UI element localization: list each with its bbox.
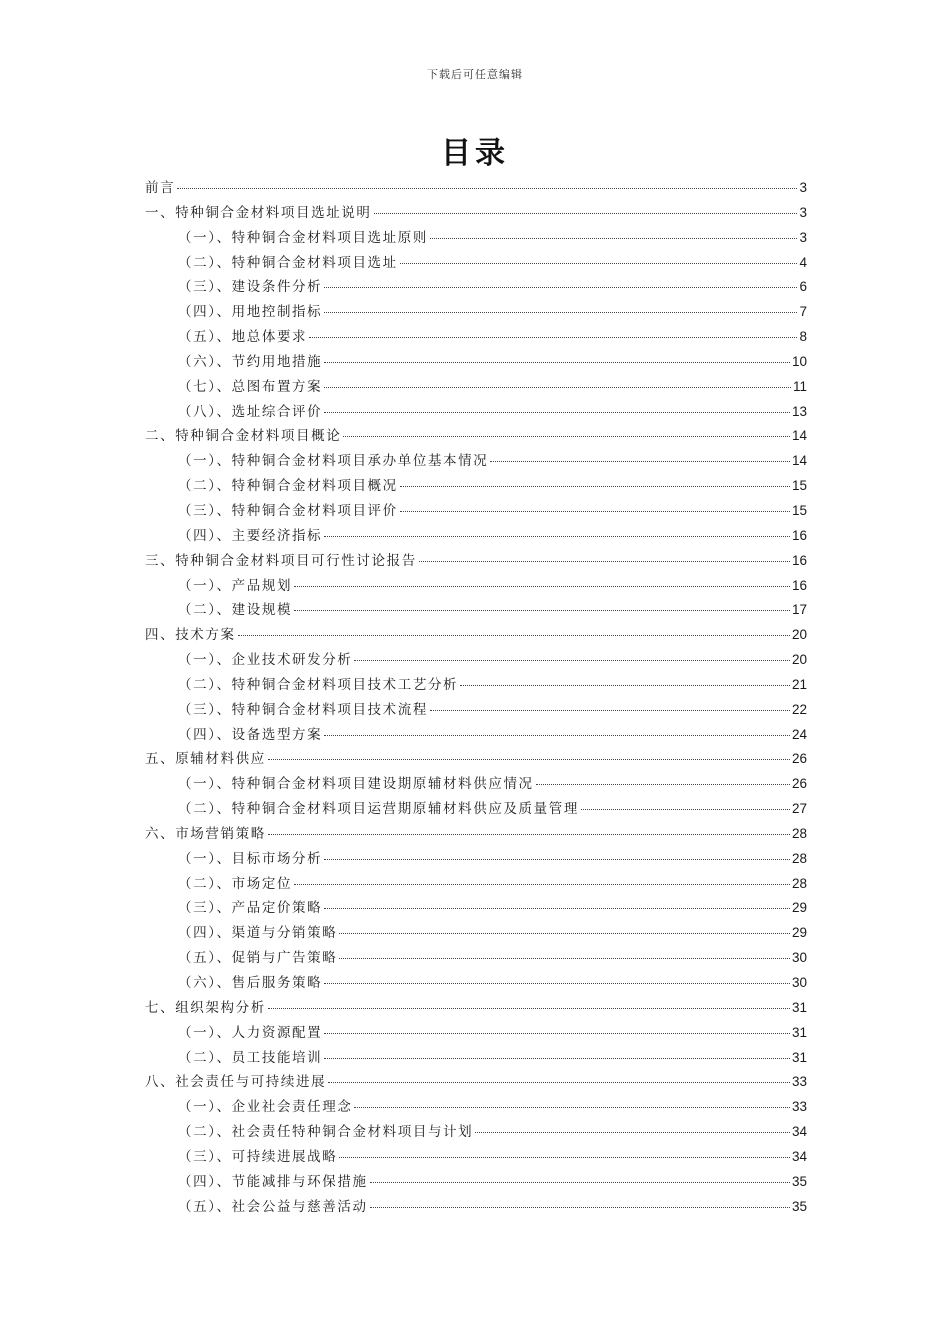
toc-entry-page-number: 31 — [791, 1049, 807, 1065]
toc-entry-page-number: 30 — [791, 975, 807, 990]
dot-leader — [324, 286, 797, 288]
toc-entry-label: （五）、促销与广告策略 — [178, 950, 338, 967]
dot-leader — [177, 187, 797, 189]
toc-entry-label: （二）、员工技能培训 — [178, 1049, 323, 1066]
toc-entry[interactable] — [145, 698, 807, 723]
toc-entry[interactable] — [145, 623, 807, 648]
dot-leader — [490, 460, 790, 462]
dot-leader — [370, 1206, 790, 1208]
toc-entry-label: （二）、市场定位 — [178, 875, 293, 892]
toc-entry[interactable] — [145, 872, 807, 897]
toc-entry[interactable] — [145, 1095, 807, 1120]
dot-leader — [419, 560, 790, 562]
toc-entry-page-number: 31 — [791, 1024, 807, 1040]
toc-entry-page-number: 28 — [791, 825, 807, 841]
header-note: 下载后可任意编辑 — [427, 68, 523, 81]
toc-entry-label: （五）、社会公益与慈善活动 — [178, 1198, 368, 1215]
dot-leader — [324, 311, 797, 313]
dot-leader — [354, 659, 790, 661]
toc-entry-page-number: 26 — [791, 751, 807, 767]
toc-entry-label: 五、原辅材料供应 — [145, 751, 266, 768]
dot-leader — [374, 212, 798, 214]
toc-entry-page-number: 4 — [799, 254, 807, 270]
toc-entry[interactable] — [145, 1145, 807, 1170]
toc-entry-page-number: 28 — [791, 850, 807, 866]
toc-entry-label: 八、社会责任与可持续进展 — [145, 1074, 327, 1091]
toc-entry[interactable] — [145, 797, 807, 822]
dot-leader — [238, 634, 790, 636]
toc-entry-page-number: 11 — [792, 378, 807, 394]
toc-entry-label: （二）、特种铜合金材料项目运营期原辅材料供应及质量管理 — [178, 801, 579, 818]
toc-entry-page-number: 24 — [791, 726, 807, 742]
dot-leader — [400, 510, 790, 512]
toc-entry-label: （四）、设备选型方案 — [178, 726, 323, 743]
toc-entry[interactable] — [145, 772, 807, 797]
toc-entry-label: （五）、地总体要求 — [178, 329, 308, 346]
dot-leader — [460, 684, 790, 686]
toc-entry-page-number: 3 — [799, 229, 807, 245]
toc-entry-page-number: 6 — [799, 279, 807, 295]
toc-entry-label: （三）、特种铜合金材料项目评价 — [178, 502, 398, 519]
toc-entry[interactable] — [145, 648, 807, 673]
toc-entry-page-number: 31 — [791, 999, 807, 1015]
dot-leader — [581, 808, 790, 810]
dot-leader — [475, 1131, 790, 1133]
toc-entry-page-number: 33 — [791, 1074, 807, 1090]
toc-entry-label: 四、技术方案 — [145, 627, 236, 644]
dot-leader — [324, 734, 790, 736]
toc-entry[interactable] — [145, 400, 807, 425]
toc-entry-label: （一）、目标市场分析 — [178, 850, 323, 867]
dot-leader — [430, 237, 798, 239]
toc-entry[interactable] — [145, 822, 807, 847]
toc-entry-page-number: 15 — [791, 502, 807, 518]
dot-leader — [400, 485, 790, 487]
dot-leader — [324, 1057, 790, 1059]
toc-entry[interactable] — [145, 300, 807, 325]
toc-entry[interactable] — [145, 251, 807, 276]
toc-entry[interactable] — [145, 1195, 807, 1220]
toc-entry-label: （四）、节能减排与环保措施 — [178, 1173, 368, 1190]
dot-leader — [268, 758, 790, 760]
toc-entry-page-number: 34 — [791, 1124, 807, 1140]
toc-entry[interactable] — [145, 226, 807, 251]
dot-leader — [430, 709, 790, 711]
toc-entry[interactable] — [145, 723, 807, 748]
toc-entry[interactable] — [145, 747, 807, 772]
toc-entry-page-number: 30 — [791, 950, 807, 966]
toc-entry-label: （一）、企业技术研发分析 — [178, 652, 353, 669]
toc-entry-label: （一）、产品规划 — [178, 577, 293, 594]
toc-entry-page-number: 29 — [791, 925, 807, 941]
toc-entry-page-number: 21 — [791, 676, 807, 692]
toc-entry-page-number: 20 — [791, 627, 807, 643]
dot-leader — [268, 1007, 790, 1009]
toc-entry-page-number: 16 — [791, 577, 807, 593]
toc-entry-page-number: 35 — [791, 1173, 807, 1189]
toc-entry-label: 六、市场营销策略 — [145, 825, 266, 842]
toc-entry[interactable] — [145, 449, 807, 474]
toc-entry-label: （二）、特种铜合金材料项目选址 — [178, 254, 398, 271]
dot-leader — [370, 1181, 790, 1183]
toc-entry[interactable] — [145, 375, 807, 400]
toc-entry-label: （一）、特种铜合金材料项目建设期原辅材料供应情况 — [178, 776, 534, 793]
toc-entry[interactable] — [145, 499, 807, 524]
toc-entry-page-number: 8 — [799, 329, 807, 345]
dot-leader — [536, 783, 790, 785]
toc-entry-page-number: 34 — [791, 1148, 807, 1164]
dot-leader — [294, 883, 790, 885]
toc-entry-label: 一、特种铜合金材料项目选址说明 — [145, 204, 372, 221]
dot-leader — [294, 585, 790, 587]
toc-entry[interactable] — [145, 201, 807, 226]
toc-entry-label: （一）、人力资源配置 — [178, 1024, 323, 1041]
toc-entry-page-number: 15 — [791, 478, 807, 494]
dot-leader — [324, 535, 790, 537]
toc-entry[interactable] — [145, 1070, 807, 1095]
toc-entry-label: 前言 — [145, 180, 176, 196]
dot-leader — [324, 907, 790, 909]
toc-entry[interactable] — [145, 574, 807, 599]
dot-leader — [309, 336, 797, 338]
page-title: 目录 — [441, 136, 509, 171]
toc-entry-label: 三、特种铜合金材料项目可行性讨论报告 — [145, 552, 417, 569]
toc-entry[interactable] — [145, 1120, 807, 1145]
toc-entry-page-number: 22 — [791, 701, 807, 717]
toc-entry-label: 二、特种铜合金材料项目概论 — [145, 428, 342, 445]
toc-entry[interactable] — [145, 350, 807, 375]
toc-entry-label: （四）、渠道与分销策略 — [178, 925, 338, 942]
dot-leader — [324, 411, 790, 413]
toc-entry-label: （一）、特种铜合金材料项目选址原则 — [178, 229, 428, 246]
dot-leader — [324, 386, 791, 388]
toc-entry[interactable] — [145, 896, 807, 921]
toc-entry[interactable] — [145, 921, 807, 946]
toc-entry[interactable] — [145, 946, 807, 971]
toc-entry-page-number: 3 — [799, 180, 807, 195]
toc-entry-page-number: 16 — [791, 527, 807, 543]
toc-entry-label: （二）、建设规模 — [178, 602, 293, 619]
toc-entry-label: （六）、售后服务策略 — [178, 975, 323, 991]
table-of-contents — [145, 176, 807, 1219]
dot-leader — [324, 858, 790, 860]
dot-leader — [339, 1156, 790, 1158]
dot-leader — [268, 833, 790, 835]
toc-entry-label: （三）、产品定价策略 — [178, 900, 323, 917]
toc-entry-page-number: 33 — [791, 1099, 807, 1115]
toc-entry-label: （一）、企业社会责任理念 — [178, 1099, 353, 1116]
toc-entry[interactable] — [145, 1170, 807, 1195]
toc-entry[interactable] — [145, 524, 807, 549]
toc-entry[interactable] — [145, 598, 807, 623]
toc-entry-page-number: 29 — [791, 900, 807, 916]
toc-entry-page-number: 17 — [791, 602, 807, 618]
toc-entry-label: （六）、节约用地措施 — [178, 353, 323, 370]
dot-leader — [324, 361, 790, 363]
toc-entry-page-number: 10 — [791, 353, 807, 369]
toc-entry-page-number: 26 — [791, 776, 807, 792]
toc-entry[interactable] — [145, 176, 807, 201]
dot-leader — [354, 1106, 790, 1108]
toc-entry-label: （二）、特种铜合金材料项目概况 — [178, 478, 398, 495]
toc-entry-label: （八）、选址综合评价 — [178, 403, 323, 420]
dot-leader — [328, 1081, 790, 1083]
toc-entry-label: （三）、特种铜合金材料项目技术流程 — [178, 701, 428, 718]
toc-entry-page-number: 14 — [791, 453, 807, 469]
toc-entry-page-number: 7 — [799, 304, 807, 320]
toc-entry[interactable] — [145, 549, 807, 574]
toc-entry-label: （一）、特种铜合金材料项目承办单位基本情况 — [178, 453, 489, 470]
toc-entry-label: （三）、可持续进展战略 — [178, 1148, 338, 1165]
toc-entry-label: 七、组织架构分析 — [145, 999, 266, 1016]
toc-entry-page-number: 35 — [791, 1198, 807, 1214]
toc-entry[interactable] — [145, 1046, 807, 1071]
toc-entry-label: （四）、用地控制指标 — [178, 304, 323, 321]
toc-entry[interactable] — [145, 325, 807, 350]
toc-entry-label: （二）、社会责任特种铜合金材料项目与计划 — [178, 1124, 474, 1141]
toc-entry[interactable] — [145, 275, 807, 300]
toc-entry[interactable] — [145, 424, 807, 449]
toc-entry[interactable] — [145, 1021, 807, 1046]
dot-leader — [339, 957, 790, 959]
toc-entry-page-number: 20 — [791, 652, 807, 668]
toc-entry[interactable] — [145, 847, 807, 872]
toc-entry[interactable] — [145, 673, 807, 698]
toc-entry-page-number: 14 — [791, 428, 807, 444]
dot-leader — [339, 932, 790, 934]
toc-entry-page-number: 16 — [791, 552, 807, 568]
dot-leader — [343, 435, 790, 437]
toc-entry-page-number: 28 — [791, 875, 807, 891]
toc-entry[interactable] — [145, 996, 807, 1021]
toc-entry-page-number: 27 — [791, 801, 807, 817]
toc-entry-label: （三）、建设条件分析 — [178, 279, 323, 296]
dot-leader — [324, 982, 790, 984]
dot-leader — [400, 262, 798, 264]
toc-entry-label: （二）、特种铜合金材料项目技术工艺分析 — [178, 676, 459, 693]
toc-entry[interactable] — [145, 971, 807, 996]
toc-entry-label: （四）、主要经济指标 — [178, 527, 323, 544]
toc-entry-page-number: 3 — [799, 204, 807, 220]
dot-leader — [324, 1032, 790, 1034]
toc-entry[interactable] — [145, 474, 807, 499]
toc-entry-page-number: 13 — [791, 403, 807, 419]
dot-leader — [294, 609, 790, 611]
toc-entry-label: （七）、总图布置方案 — [178, 378, 323, 395]
